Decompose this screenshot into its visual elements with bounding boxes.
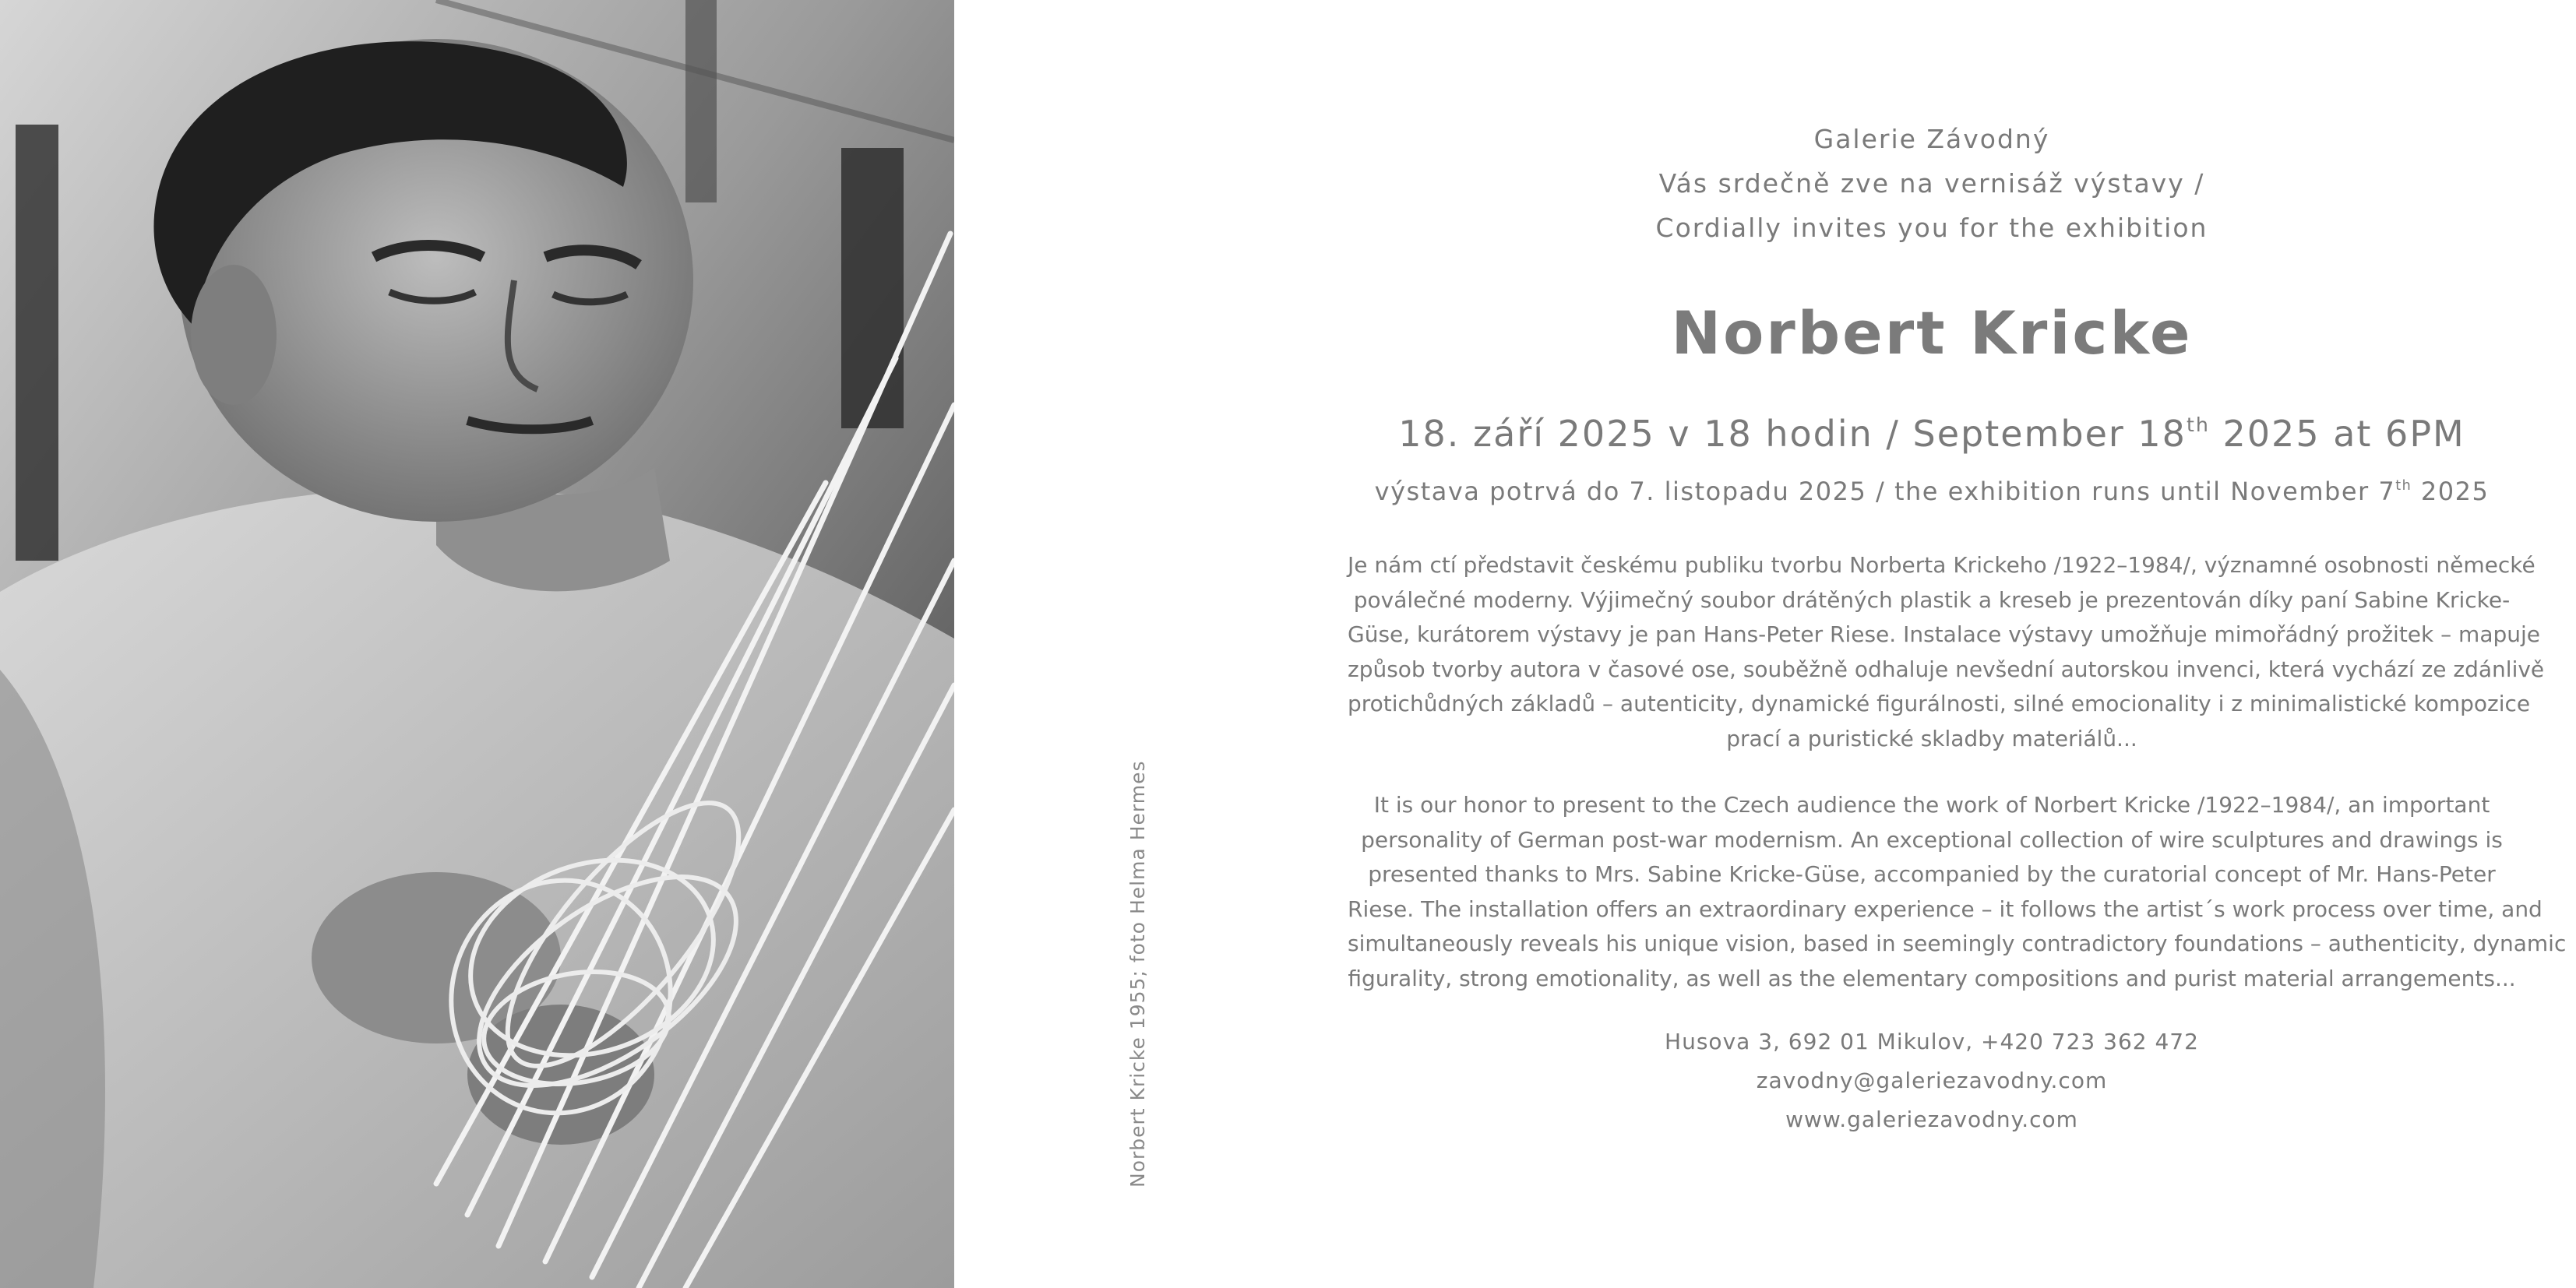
description-en-line: simultaneously reveals his unique vision, based in seemingly contradictory foundations – authenticity, dynamic	[1348, 931, 2567, 956]
opening-date-sup: th	[2186, 413, 2210, 437]
contact-block	[1348, 1022, 2516, 1139]
intro-block	[1348, 117, 2516, 250]
exhibition-runs-tail: 2025	[2412, 477, 2490, 506]
invite-line-cz: Vás srdečně zve na vernisáž výstavy /	[1658, 168, 2205, 199]
opening-date-tail: 2025 at 6PM	[2209, 413, 2465, 455]
invite-line-en: Cordially invites you for the exhibition	[1655, 213, 2208, 243]
photo-caption: Norbert Kricke 1955; foto Helma Hermes	[1126, 760, 1149, 1188]
description-en-line: figurality, strong emotionality, as well as the elementary compositions and purist material arrangements...	[1348, 965, 2516, 991]
description-cz-line: Güse, kurátorem výstavy je pan Hans-Peter Riese. Instalace výstavy umožňuje mimořádný prožitek – mapuje	[1348, 621, 2541, 647]
description-en-line: Riese. The installation offers an extraordinary experience – it follows the artist´s work process over time, and	[1348, 896, 2543, 922]
exhibition-runs	[1348, 477, 2516, 506]
description-cz-line: Je nám ctí představit českému publiku tvorbu Norberta Krickeho /1922–1984/, významné osobnosti německé	[1348, 552, 2535, 578]
description-en-line: It is our honor to present to the Czech audience the work of Norbert Kricke /1922–1984/, an important	[1373, 792, 2490, 818]
description-cz-line: prací a puristické skladby materiálů...	[1726, 725, 2137, 751]
exhibition-runs-sup: th	[2395, 477, 2412, 494]
artist-name: Norbert Kricke	[1671, 298, 2193, 368]
exhibition-runs-main: výstava potrvá do 7. listopadu 2025 / the exhibition runs until November 7	[1374, 477, 2396, 506]
contact-address: Husova 3, 692 01 Mikulov, +420 723 362 472	[1665, 1029, 2199, 1054]
description-en	[1348, 788, 2567, 996]
artist-photo	[0, 0, 954, 1288]
invitation-content	[1348, 117, 2567, 1139]
description-cz-line: protichůdných základů – autenticity, dynamické figurálnosti, silné emocionality i z minimalistické kompozice	[1348, 691, 2531, 716]
contact-website[interactable]: www.galeriezavodny.com	[1785, 1107, 2078, 1132]
description-cz-line: způsob tvorby autora v časové ose, souběžně odhaluje nevšední autorskou invenci, která vychází ze zdánlivě	[1348, 656, 2545, 682]
portrait-photo-icon	[0, 0, 954, 1288]
gallery-name: Galerie Závodný	[1813, 124, 2050, 154]
description-en-line: personality of German post-war modernism. An exceptional collection of wire sculptures and drawings is	[1361, 826, 2503, 853]
description-en-line: presented thanks to Mrs. Sabine Kricke-Güse, accompanied by the curatorial concept of Mr. Hans-Peter	[1368, 861, 2496, 887]
opening-date	[1348, 413, 2516, 455]
contact-email[interactable]: zavodny@galeriezavodny.com	[1756, 1068, 2108, 1093]
description-cz	[1348, 548, 2545, 756]
description-cz-line: poválečné moderny. Výjimečný soubor drátěných plastik a kreseb je prezentován díky paní Sabine Kricke-	[1353, 586, 2511, 613]
opening-date-main: 18. září 2025 v 18 hodin / September 18	[1398, 413, 2187, 455]
